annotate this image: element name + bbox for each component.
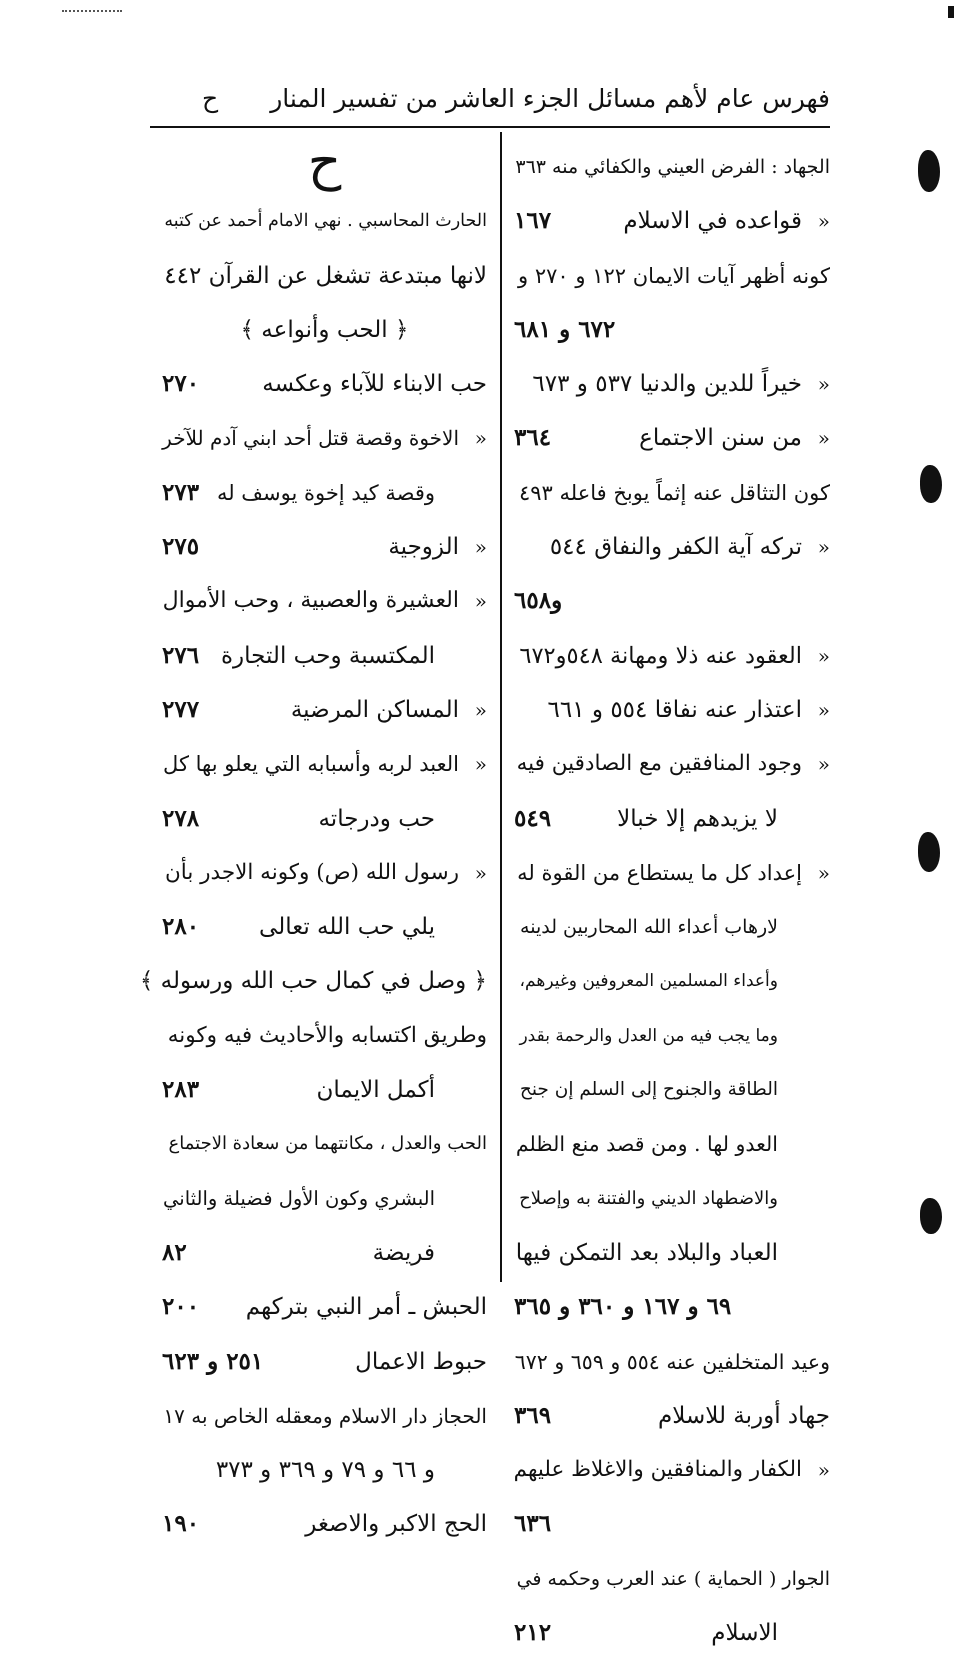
index-entry [514,900,830,954]
ditto-mark: « [817,697,830,722]
entry-text: و ٦٦ و ٧٩ و ٣٦٩ و ٣٧٣ [215,1457,435,1484]
index-entry [514,249,830,303]
entry-text: حبوط الاعمال [355,1348,487,1375]
index-entry [162,194,487,248]
index-entry [162,1389,487,1443]
index-entry [514,629,830,683]
section-heading-letter [162,132,487,194]
index-entry [514,1280,830,1334]
index-entry [162,629,487,683]
entry-text: الاسلام [711,1620,778,1647]
entry-text: تركه آية الكفر والنفاق ٥٤٤ [549,534,802,561]
entry-text: خيراً للدين والدنيا ٥٣٧ و ٦٧٣ [532,371,802,398]
binding-hole-mark [920,465,942,503]
entry-text: فريضة [372,1239,435,1266]
binding-hole-mark [918,832,940,872]
entry-text: الجوار ( الحماية ) عند العرب وحكمه في [516,1567,830,1590]
page-number: ٦٩ و ١٦٧ و ٣٦٠ و ٣٦٥ [514,1293,732,1321]
entry-text: المساكن المرضية [290,696,459,723]
entry-text: لارهاب أعداء الله المحاربين لدينه [520,916,778,939]
ditto-mark: « [817,752,830,777]
page-number: ٢٧٠ [162,370,200,398]
ditto-mark: « [817,535,830,560]
index-entry [162,1009,487,1063]
header-rule [150,126,830,128]
index-entry [162,1280,487,1334]
index-entry [514,303,830,357]
index-entry [514,846,830,900]
index-entry [514,683,830,737]
index-entry [514,194,830,248]
corner-mark [948,6,954,18]
index-entry [514,954,830,1008]
index-entry [514,411,830,465]
page-number: ٨٢ [162,1238,187,1266]
index-entry [162,1335,487,1389]
page-number: ٢٨٠ [162,913,200,941]
index-entry [514,1226,830,1280]
page-number: ٢٨٣ [162,1076,200,1104]
index-entry [514,1172,830,1226]
page-number: ٢٧٣ [162,478,200,506]
entry-text: كون التثاقل عنه إثماً يوبخ فاعله ٤٩٣ [518,480,830,505]
entry-text: وقصة كيد إخوة يوسف له [216,480,435,505]
index-entry [514,140,830,194]
index-entry [162,357,487,411]
index-entry [162,520,487,574]
page-header [150,78,830,122]
entry-text: جهاد أوربة للاسلام [658,1402,830,1429]
index-entry [514,1389,830,1443]
index-entry [514,1497,830,1551]
page-number: ٦٧٢ و ٦٨١ [514,315,616,343]
left-column [139,132,487,1552]
index-entry [162,1443,487,1497]
subsection-heading [139,954,487,1008]
page-number: ٥٤٩ [514,804,552,832]
ditto-mark: « [474,535,487,560]
right-column [514,140,830,1660]
index-entry [514,792,830,846]
entry-text: إعداد كل ما يستطاع من القوة له [517,860,802,885]
subsection-heading-text: ﴿ الحب وأنواعه ﴾ [240,316,409,343]
entry-text: المكتسبة وحب التجارة [220,642,435,669]
index-entry [514,1443,830,1497]
ditto-mark: « [474,589,487,614]
index-entry [514,357,830,411]
entry-text: قواعده في الاسلام [623,208,802,235]
index-entry [162,792,487,846]
entry-text: الطاقة والجنوح إلى السلم إن جنح [519,1079,778,1101]
entry-text: الكفار والمنافقين والاغلاظ عليهم [513,1457,802,1483]
entry-text: وأعداء المسلمين المعروفين وغيرهم، [519,971,778,992]
index-entry [162,1497,487,1551]
subsection-heading [162,303,487,357]
entry-text: العباد والبلاد بعد التمكن فيها [515,1239,778,1266]
ditto-mark: « [817,426,830,451]
entry-text: حب الابناء للآباء وعكسه [262,371,487,398]
index-entry [514,520,830,574]
index-entry [162,900,487,954]
index-entry [162,683,487,737]
ditto-mark: « [474,697,487,722]
subsection-heading-text: ﴿ وصل في كمال حب الله ورسوله ﴾ [139,968,487,995]
entry-text: العدو لها . ومن قصد منع الظلم [515,1132,778,1157]
page-number: و٦٥٨ [514,587,563,615]
page-number: ٢٥١ و ٦٢٣ [162,1347,264,1375]
page-number: ٢٠٠ [162,1293,200,1321]
top-margin-mark [62,10,122,12]
entry-text: البشري وكون الأول فضيلة والثاني [163,1186,435,1210]
index-entry [514,466,830,520]
entry-text: أكمل الايمان [316,1077,435,1104]
ditto-mark: « [817,372,830,397]
index-entry [162,1172,487,1226]
index-entry [514,1335,830,1389]
index-entry [162,1226,487,1280]
entry-text: من سنن الاجتماع [639,425,802,452]
entry-text: الحارث المحاسبي . نهي الامام أحمد عن كتبه [164,211,487,232]
index-entry [162,846,487,900]
index-entry [162,249,487,303]
page-number: ٢٧٦ [162,641,200,669]
page-title: فهرس عام لأهم مسائل الجزء العاشر من تفسير المنار [270,84,830,113]
index-entry [162,411,487,465]
entry-text: وعيد المتخلفين عنه ٥٥٤ و ٦٥٩ و ٦٧٢ [514,1349,830,1374]
entry-text: الحبش ـ أمر النبي بتركهم [245,1294,487,1321]
index-entry [162,737,487,791]
page-number: ٦٣٦ [514,1510,552,1538]
page-number: ٢١٢ [514,1619,552,1647]
index-entry [162,1117,487,1171]
entry-text: يلي حب الله تعالى [259,914,435,941]
index-entry [162,466,487,520]
entry-text: العشيرة والعصبية ، وحب الأموال [162,588,459,614]
binding-hole-mark [920,1198,942,1234]
column-divider [500,132,502,1282]
index-entry [162,574,487,628]
binding-hole-mark [918,150,940,192]
entry-text: رسول الله (ص) وكونه الاجدر بأن [165,859,459,885]
entry-text: العقود عنه ذلا ومهانة ٥٤٨و٦٧٢ [519,642,802,669]
entry-text: لا يزيدهم إلا خبالا [617,805,778,832]
page-number: ٢٧٥ [162,533,200,561]
ditto-mark: « [474,752,487,777]
entry-text: حب ودرجاته [318,805,435,832]
index-entry [514,1063,830,1117]
page-number: ٢٧٨ [162,804,200,832]
index-entry [514,1009,830,1063]
page-number: ٣٦٩ [514,1401,552,1429]
ditto-mark: « [474,860,487,885]
page-number: ١٩٠ [162,1510,200,1538]
ditto-mark: « [474,426,487,451]
ditto-mark: « [817,860,830,885]
ditto-mark: « [817,1458,830,1483]
page-number: ١٦٧ [514,207,552,235]
index-entry [514,574,830,628]
entry-text: والاضطهاد الديني والفتنة به وإصلاح [519,1187,778,1209]
entry-text: الحج الاكبر والاصغر [305,1511,487,1538]
entry-text: لانها مبتدعة تشغل عن القرآن ٤٤٢ [164,262,487,289]
entry-text: الاخوة وقصة قتل أحد ابني آدم للآخر [162,426,459,451]
entry-text: العبد لربه وأسبابه التي يعلو بها كل [163,752,459,777]
ditto-mark: « [817,209,830,234]
entry-text: اعتذار عنه نفاقا ٥٥٤ و ٦٦١ [547,696,802,723]
index-entry [514,1552,830,1606]
entry-text: وما يجب فيه من العدل والرحمة بقدر [519,1025,778,1046]
entry-text: الحب والعدل ، مكانتهما من سعادة الاجتماع [168,1133,487,1155]
index-entry [514,1606,830,1660]
section-letter: ح [202,84,219,113]
index-entry [162,1063,487,1117]
entry-text: الحجاز دار الاسلام ومعقله الخاص به ١٧ [163,1403,487,1428]
index-entry [514,737,830,791]
ditto-mark: « [817,643,830,668]
heading-letter-text: ح [307,132,342,192]
entry-text: كونه أظهر آيات الايمان ١٢٢ و ٢٧٠ و [518,263,830,288]
entry-text: الزوجية [388,534,459,561]
index-entry [514,1117,830,1171]
entry-text: وجود المنافقين مع الصادقين فيه [516,751,802,777]
page-number: ٣٦٤ [514,424,552,452]
entry-text: وطريق اكتسابه والأحاديث فيه وكونه [167,1022,487,1048]
entry-text: الجهاد : الفرض العيني والكفائي منه ٣٦٣ [515,156,830,178]
page-number: ٢٧٧ [162,695,200,723]
